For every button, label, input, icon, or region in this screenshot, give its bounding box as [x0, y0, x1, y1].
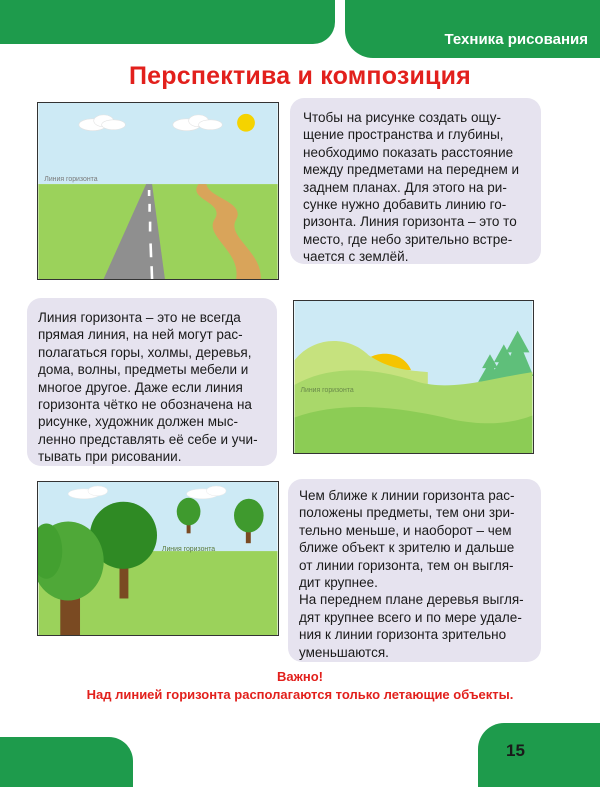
- road-horizon-illustration: [37, 102, 279, 280]
- trees-perspective-svg: [38, 482, 278, 635]
- text-line: рисунке, художник должен мыс-: [38, 414, 238, 430]
- text-line: дома, волны, предметы мебели и: [38, 362, 249, 378]
- text-line: ленно представлять её себе и учи-: [38, 431, 258, 447]
- page-number: 15: [506, 741, 525, 760]
- sun-icon: [237, 114, 255, 132]
- text-line: Линия горизонта – это не всегда: [38, 310, 241, 325]
- text-line: необходимо показать расстояние: [303, 144, 514, 160]
- important-note: [0, 668, 600, 704]
- text-line: полагаться горы, холмы, деревья,: [38, 344, 252, 360]
- text-line: уменьшаются.: [299, 644, 389, 660]
- text-line: Чтобы на рисунке создать ощу-: [303, 110, 501, 125]
- text-line: тывать при рисовании.: [38, 449, 182, 465]
- text-line: заднем планах. Для этого на ри-: [303, 179, 507, 195]
- footer-decor-band: [0, 737, 133, 787]
- hills-horizon-illustration: [293, 300, 534, 454]
- text-line: На переднем плане деревья выгля-: [299, 592, 524, 608]
- text-line: между предметами на переднем и: [303, 162, 520, 178]
- header-decor-band: [0, 0, 335, 44]
- text-line: дят крупнее всего и по мере удале-: [299, 609, 522, 625]
- text-block-2: [27, 298, 277, 466]
- text-block-3: [288, 479, 541, 662]
- important-text: Над линией горизонта располагаются только летающие объекты.: [86, 687, 514, 702]
- page-number-tab: [478, 723, 600, 787]
- text-line: многое другое. Даже если линия: [38, 379, 243, 395]
- text-line: Чем ближе к линии горизонта рас-: [299, 488, 515, 503]
- road-horizon-svg: [38, 103, 278, 279]
- text-line: дит крупнее.: [299, 575, 378, 591]
- horizon-label: Линия горизонта: [44, 176, 98, 184]
- text-line: сунке нужно добавить линию го-: [303, 197, 507, 213]
- horizon-label: Линия горизонта: [161, 546, 216, 554]
- trees-perspective-illustration: [37, 481, 279, 636]
- text-line: щение пространства и глубины,: [303, 127, 504, 143]
- text-line: ближе объект к зрителю и дальше: [299, 540, 515, 556]
- text-line: прямая линия, на ней могут рас-: [38, 327, 243, 343]
- page-title: Перспектива и композиция: [129, 62, 471, 90]
- section-title: Техника рисования: [444, 31, 588, 48]
- text-line: тельно меньше, и наоборот – чем: [299, 522, 512, 538]
- text-line: ризонта. Линия горизонта – это то: [303, 214, 517, 230]
- text-line: положены предметы, тем они зри-: [299, 505, 515, 521]
- text-block-1: [290, 98, 541, 264]
- text-line: чается с землёй.: [303, 249, 409, 265]
- text-line: горизонта чётко не обозначена на: [38, 397, 252, 413]
- horizon-label: Линия горизонта: [300, 386, 354, 394]
- important-heading: Важно!: [277, 669, 323, 684]
- section-tab: [345, 0, 600, 58]
- text-line: место, где небо зрительно встре-: [303, 231, 513, 247]
- hills-horizon-svg: [294, 301, 533, 453]
- text-line: от линии горизонта, тем он выгля-: [299, 557, 514, 573]
- text-line: ния к линии горизонта зрительно: [299, 627, 507, 643]
